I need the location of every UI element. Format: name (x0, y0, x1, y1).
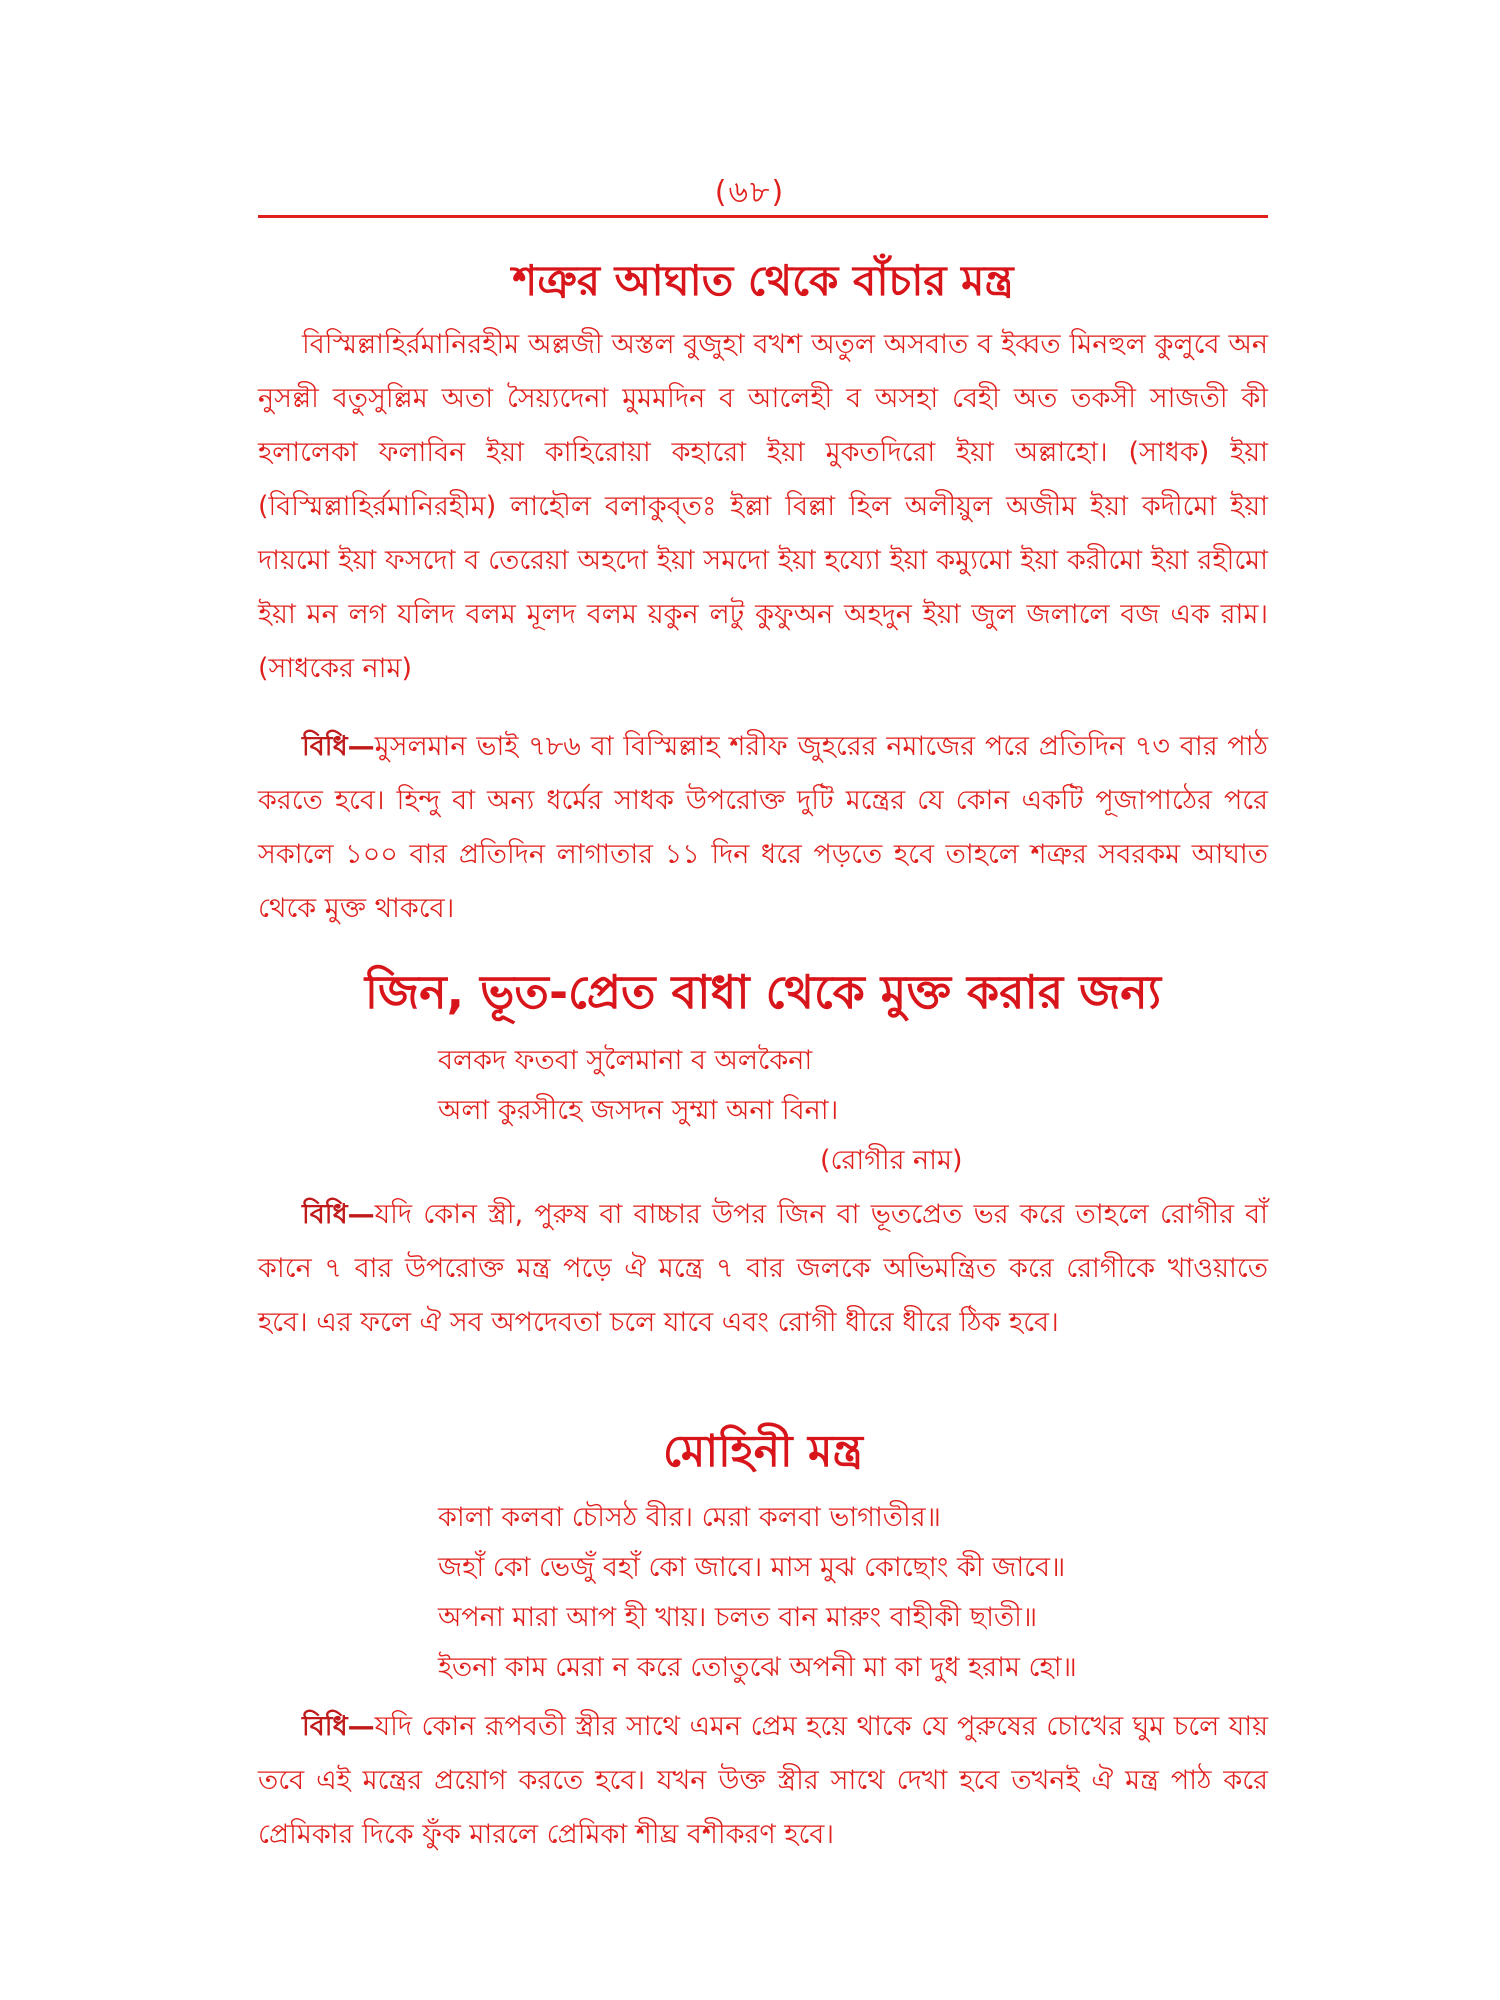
rule-paragraph (258, 1700, 1268, 1862)
rule-paragraph (258, 1188, 1268, 1350)
rule-text: যদি কোন স্ত্রী, পুরুষ বা বাচ্চার উপর জিন বা ভূতপ্রেত ভর করে তাহলে রোগীর বাঁ কানে ৭ বার উপরোক্ত মন্ত্র পড়ে ঐ মন্ত্রে ৭ বার জলকে অভিমন্ত্রিত করে রোগীকে খাওয়াতে হবে। এর ফলে ঐ সব অপদেবতা চলে যাবে এবং রোগী ধীরে ধীরে ঠিক হবে। (258, 1199, 1268, 1338)
verse-line: ইতনা কাম মেরা ন করে তোতুঝে অপনী মা কা দুধ হরাম হো॥ (438, 1652, 1077, 1683)
verse-line: বলকদ ফতবা সুলৈমানা ব অলকৈনা (438, 1045, 813, 1076)
header-rule (258, 215, 1268, 218)
page-number: (৬৮) (714, 175, 786, 210)
rule-label: বিধি— (302, 731, 375, 762)
rule-text: মুসলমান ভাই ৭৮৬ বা বিস্মিল্লাহ শরীফ জুহরের নমাজের পরে প্রতিদিন ৭৩ বার পাঠ করতে হবে। হিন্দু বা অন্য ধর্মের সাধক উপরোক্ত দুটি মন্ত্রের যে কোন একটি পূজাপাঠের পরে সকালে ১০০ বার প্রতিদিন লাগাতার ১১ দিন ধরে পড়তে হবে তাহলে শত্রুর সবরকম আঘাত থেকে মুক্ত থাকবে। (258, 731, 1268, 924)
rule-label: বিধি— (302, 1711, 375, 1742)
rule-paragraph (258, 720, 1268, 936)
rule-text: যদি কোন রূপবতী স্ত্রীর সাথে এমন প্রেম হয়ে থাকে যে পুরুষের চোখের ঘুম চলে যায় তবে এই মন্ত্রের প্রয়োগ করতে হবে। যখন উক্ত স্ত্রীর সাথে দেখা হবে তখনই ঐ মন্ত্র পাঠ করে প্রেমিকার দিকে ফুঁক মারলে প্রেমিকা শীঘ্র বশীকরণ হবে। (258, 1711, 1268, 1850)
verse-line: কালা কলবা চৌসঠ বীর। মেরা কলবা ভাগাতীর॥ (438, 1502, 941, 1533)
section-heading-enemy-protection: শত্রুর আঘাত থেকে বাঁচার মন্ত্র (512, 256, 1014, 305)
mantra-text: বিস্মিল্লাহির্রমানিরহীম অল্লজী অস্তল বুজুহা বখশ অতুল অসবাত ব ইব্বত মিনহুল কুলুবে অন নুসল্লী বতুসুল্লিম অতা সৈয়্যদেনা মুমমদিন ব আলেহী ব অসহা বেহী অত তকসী সাজতী কী হলালেকা ফলাবিন ইয়া কাহিরোয়া কহারো ইয়া মুকতদিরো ইয়া অল্লাহো। (সাধক) ইয়া (বিস্মিল্লাহির্রমানিরহীম) লাহৌল বলাকুব্তঃ ইল্লা বিল্লা হিল অলীয়ুল অজীম ইয়া কদীমো ইয়া দায়মো ইয়া ফসদো ব তেরেয়া অহদো ইয়া সমদো ইয়া হয্যো ইয়া কম্যুমো ইয়া করীমো ইয়া রহীমো ইয়া মন লগ যলিদ বলম মূলদ বলম য়কুন লটু কুফুঅন অহদুন ইয়া জুল জলালে বজ এক রাম। (সাধকের নাম) (258, 329, 1268, 684)
section-heading-mohini-mantra: মোহিনী মন্ত্র (663, 1426, 863, 1477)
rule-label: বিধি— (302, 1199, 375, 1230)
verse-note: (রোগীর নাম) (820, 1145, 963, 1176)
verse-line: জহাঁ কো ভেজুঁ বহাঁ কো জাবে। মাস মুঝ কোছোং কী জাবে॥ (438, 1552, 1066, 1583)
section-heading-jinn-release: জিন, ভূত-প্রেত বাধা থেকে মুক্ত করার জন্য (364, 965, 1162, 1019)
mantra-paragraph (258, 318, 1268, 696)
verse-line: অপনা মারা আপ হী খায়। চলত বান মারুং বাহীকী ছাতী॥ (438, 1602, 1038, 1633)
verse-line: অলা কুরসীহে জসদন সুম্মা অনা বিনা। (438, 1095, 839, 1126)
